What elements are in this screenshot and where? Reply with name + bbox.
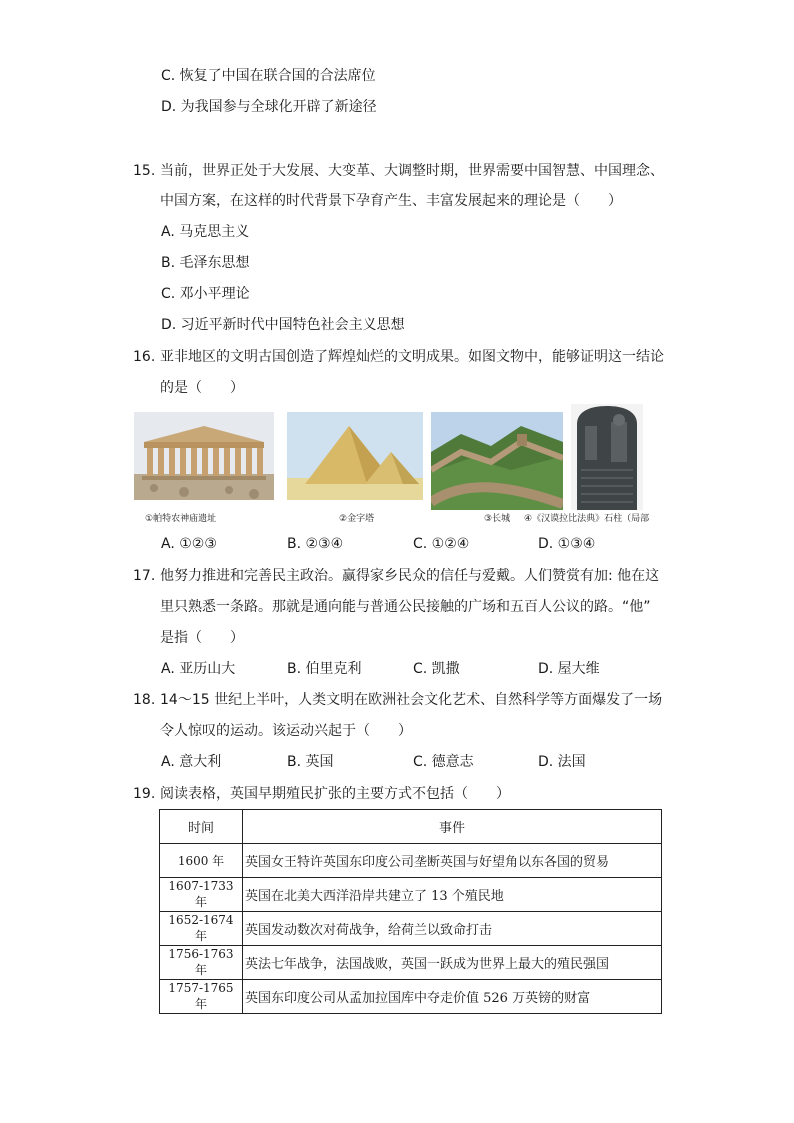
great-wall-image — [431, 412, 563, 510]
q16-option-c: C. ①②④ — [413, 536, 470, 552]
parthenon-image — [134, 412, 274, 500]
table-row — [160, 844, 662, 878]
q16-stem-line1: 亚非地区的文明古国创造了辉煌灿烂的文明成果。如图文物中，能够证明这一结论 — [160, 349, 664, 365]
table-header-event: 事件 — [243, 810, 662, 844]
table-cell-event: 英国发动数次对荷战争，给荷兰以致命打击 — [243, 912, 662, 946]
hammurabi-stele-image — [571, 404, 643, 510]
q18-number: 18. — [133, 692, 156, 708]
table-cell-event: 英法七年战争，法国战败，英国一跃成为世界上最大的殖民强国 — [243, 946, 662, 980]
q17-option-b: B. 伯里克利 — [287, 661, 362, 677]
q17-number: 17. — [133, 568, 156, 584]
q15-option-b: B. 毛泽东思想 — [161, 255, 250, 271]
table-header-time: 时间 — [160, 810, 243, 844]
table-cell-time: 1757-1765 年 — [160, 980, 243, 1014]
table-cell-event: 英国在北美大西洋沿岸共建立了 13 个殖民地 — [243, 878, 662, 912]
table-row — [160, 912, 662, 946]
table-cell-time: 1607-1733 年 — [160, 878, 243, 912]
q17-stem-line1: 他努力推进和完善民主政治。赢得家乡民众的信任与爱戴。人们赞赏有加: 他在这 — [160, 568, 660, 584]
q18-option-d: D. 法国 — [538, 754, 586, 770]
q15-number: 15. — [133, 163, 156, 179]
caption-great-wall: ③长城 — [484, 514, 511, 524]
q14-option-c: C. 恢复了中国在联合国的合法席位 — [161, 68, 376, 84]
q19-stem-line1: 阅读表格，英国早期殖民扩张的主要方式不包括（ ） — [160, 786, 510, 802]
table-row — [160, 878, 662, 912]
caption-parthenon: ①帕特农神庙遗址 — [145, 514, 217, 524]
q17-option-d: D. 屋大维 — [538, 661, 600, 677]
q18-option-c: C. 德意志 — [413, 754, 474, 770]
q18-stem-line1: 14～15 世纪上半叶，人类文明在欧洲社会文化艺术、自然科学等方面爆发了一场 — [160, 692, 663, 708]
table-cell-event: 英国女王特许英国东印度公司垄断英国与好望角以东各国的贸易 — [243, 844, 662, 878]
q15-option-c: C. 邓小平理论 — [161, 286, 250, 302]
q16-option-a: A. ①②③ — [161, 536, 217, 552]
q16-option-d: D. ①③④ — [538, 536, 596, 552]
table-cell-time: 1600 年 — [160, 844, 243, 878]
caption-hammurabi: ④《汉谟拉比法典》石柱（局部 — [524, 514, 650, 524]
q15-option-a: A. 马克思主义 — [161, 224, 250, 240]
q15-stem-line1: 当前，世界正处于大发展、大变革、大调整时期，世界需要中国智慧、中国理念、 — [160, 163, 664, 179]
q14-option-d: D. 为我国参与全球化开辟了新途径 — [161, 99, 377, 115]
table-cell-time: 1652-1674 年 — [160, 912, 243, 946]
pyramids-image — [287, 412, 423, 500]
q19-number: 19. — [133, 786, 156, 802]
q15-stem-line2: 中国方案，在这样的时代背景下孕育产生、丰富发展起来的理论是（ ） — [160, 193, 622, 209]
table-row — [160, 946, 662, 980]
q16-number: 16. — [133, 349, 156, 365]
caption-pyramids: ②金字塔 — [339, 514, 375, 524]
q17-option-a: A. 亚历山大 — [161, 661, 236, 677]
colonial-expansion-table — [159, 809, 662, 1014]
q18-stem-line2: 令人惊叹的运动。该运动兴起于（ ） — [160, 723, 412, 739]
q18-option-b: B. 英国 — [287, 754, 334, 770]
q16-option-b: B. ②③④ — [287, 536, 344, 552]
q17-stem-line3: 是指（ ） — [160, 630, 244, 646]
table-cell-event: 英国东印度公司从孟加拉国库中夺走价值 526 万英镑的财富 — [243, 980, 662, 1014]
table-row — [160, 980, 662, 1014]
table-cell-time: 1756-1763 年 — [160, 946, 243, 980]
q17-option-c: C. 凯撒 — [413, 661, 460, 677]
q18-option-a: A. 意大利 — [161, 754, 222, 770]
q16-stem-line2: 的是（ ） — [160, 380, 244, 396]
table-header-row — [160, 810, 662, 844]
q17-stem-line2: 里只熟悉一条路。那就是通向能与普通公民接触的广场和五百人公议的路。“他” — [160, 599, 651, 615]
q15-option-d: D. 习近平新时代中国特色社会主义思想 — [161, 317, 405, 333]
